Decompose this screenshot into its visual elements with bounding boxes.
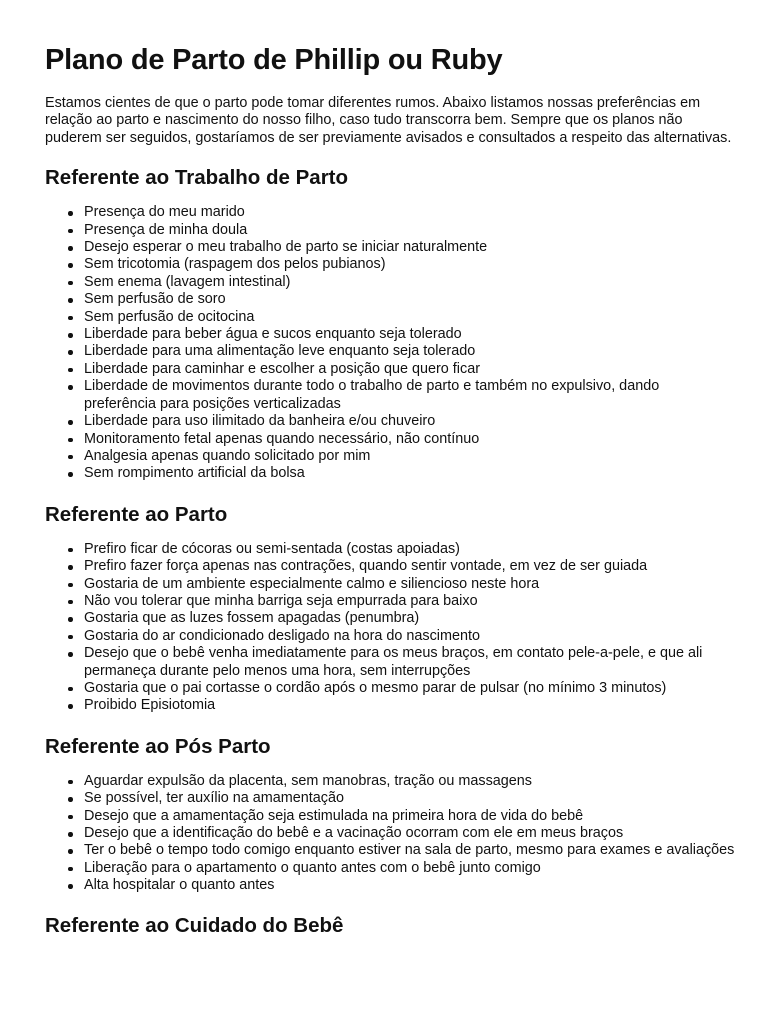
list-item: Liberdade para caminhar e escolher a posição que quero ficar [84,361,735,378]
section-heading: Referente ao Trabalho de Parto [45,166,349,190]
list-item: Ter o bebê o tempo todo comigo enquanto estiver na sala de parto, mesmo para exames e avaliações [84,842,735,859]
list-item: Monitoramento fetal apenas quando necessário, não contínuo [84,431,735,448]
list-item: Liberdade para uso ilimitado da banheira e/ou chuveiro [84,413,735,430]
list-item: Desejo esperar o meu trabalho de parto se iniciar naturalmente [84,239,735,256]
list-item: Presença do meu marido [84,204,735,221]
list-item: Gostaria que o pai cortasse o cordão após o mesmo parar de pulsar (no mínimo 3 minutos) [84,680,735,697]
section-parto [45,501,735,715]
list-item: Sem perfusão de soro [84,291,735,308]
section-heading: Referente ao Cuidado do Bebê [45,913,344,937]
list-item: Desejo que a amamentação seja estimulada na primeira hora de vida do bebê [84,808,735,825]
list-item: Gostaria que as luzes fossem apagadas (penumbra) [84,610,735,627]
list-item: Gostaria do ar condicionado desligado na hora do nascimento [84,628,735,645]
list-item: Desejo que a identificação do bebê e a vacinação ocorram com ele em meus braços [84,825,735,842]
list-item: Liberdade para uma alimentação leve enquanto seja tolerado [84,343,735,360]
page-title: Plano de Parto de Phillip ou Ruby [45,44,503,76]
list-item: Prefiro fazer força apenas nas contrações, quando sentir vontade, em vez de ser guiada [84,558,735,575]
list-item: Gostaria de um ambiente especialmente calmo e siliencioso neste hora [84,576,735,593]
section-pos-parto [45,733,735,895]
preferences-list [45,541,735,715]
list-item: Desejo que o bebê venha imediatamente para os meus braços, em contato pele-a-pele, e que ali permaneça durante pelo menos uma hora, sem interrupções [84,645,735,680]
list-item: Sem perfusão de ocitocina [84,309,735,326]
list-item: Liberdade para beber água e sucos enquanto seja tolerado [84,326,735,343]
list-item: Prefiro ficar de cócoras ou semi-sentada (costas apoiadas) [84,541,735,558]
preferences-list [45,773,735,895]
list-item: Aguardar expulsão da placenta, sem manobras, tração ou massagens [84,773,735,790]
list-item: Se possível, ter auxílio na amamentação [84,790,735,807]
list-item: Proibido Episiotomia [84,697,735,714]
list-item: Alta hospitalar o quanto antes [84,877,735,894]
intro-paragraph: Estamos cientes de que o parto pode tomar diferentes rumos. Abaixo listamos nossas preferências em relação ao parto e nascimento do nosso filho, caso tudo transcorra bem. Sempre que os planos não puderem ser seguidos, gostaríamos de ser previamente avisados e consultados a respeito das alternativas. [45,95,732,146]
list-item: Sem rompimento artificial da bolsa [84,465,735,482]
list-item: Não vou tolerar que minha barriga seja empurrada para baixo [84,593,735,610]
list-item: Sem tricotomia (raspagem dos pelos pubianos) [84,256,735,273]
list-item: Presença de minha doula [84,222,735,239]
list-item: Liberação para o apartamento o quanto antes com o bebê junto comigo [84,860,735,877]
document-page [45,40,735,940]
section-heading: Referente ao Pós Parto [45,734,271,758]
section-trabalho-de-parto [45,164,735,483]
preferences-list [45,204,735,483]
section-heading: Referente ao Parto [45,502,228,526]
section-cuidado-do-bebe [45,912,735,940]
list-item: Analgesia apenas quando solicitado por mim [84,448,735,465]
list-item: Liberdade de movimentos durante todo o trabalho de parto e também no expulsivo, dando preferência para posições verticalizadas [84,378,735,413]
list-item: Sem enema (lavagem intestinal) [84,274,735,291]
